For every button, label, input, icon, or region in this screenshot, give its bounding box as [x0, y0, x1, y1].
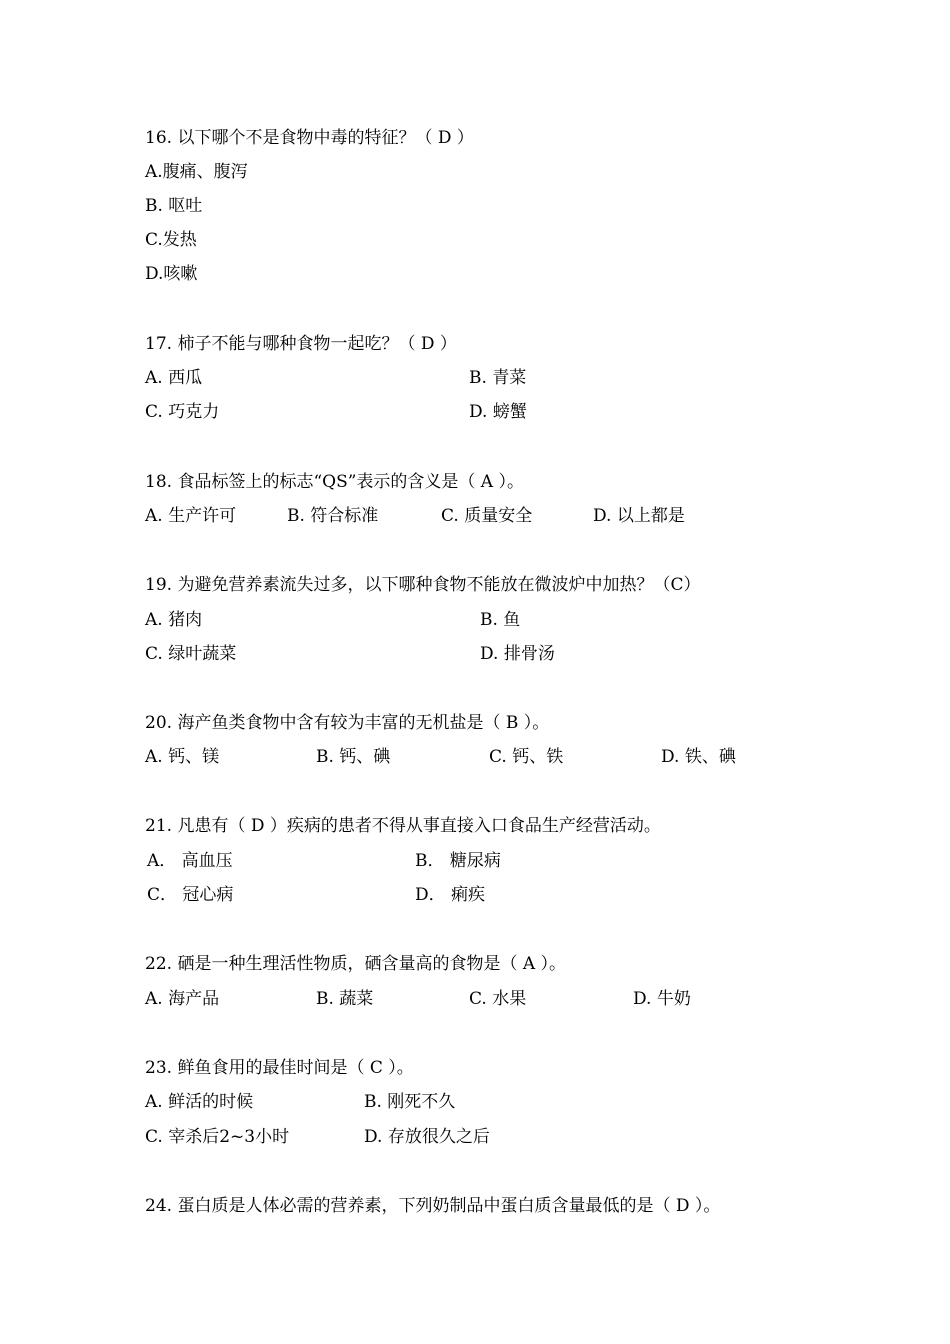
question-22-option-a: A. 海产品 [145, 989, 220, 1009]
question-17-option-a: A. 西瓜 [145, 368, 203, 388]
question-20-option-a: A. 钙、镁 [145, 747, 220, 767]
question-20-option-d: D. 铁、碘 [661, 747, 736, 767]
question-16-stem: 16. 以下哪个不是食物中毒的特征？（ D ） [145, 128, 474, 148]
question-18-option-a: A. 生产许可 [145, 506, 237, 526]
question-19-option-d: D. 排骨汤 [480, 644, 555, 664]
question-17-option-d: D. 螃蟹 [469, 402, 527, 422]
question-19-option-c: C. 绿叶蔬菜 [145, 644, 237, 664]
question-17-option-b: B. 青菜 [469, 368, 527, 388]
question-18-option-c: C. 质量安全 [441, 506, 533, 526]
question-19-option-b: B. 鱼 [480, 610, 521, 630]
question-22-option-b: B. 蔬菜 [316, 989, 374, 1009]
question-16-option-c: C.发热 [145, 230, 197, 250]
question-19-stem: 19. 为避免营养素流失过多，以下哪种食物不能放在微波炉中加热？（C） [145, 575, 701, 595]
question-22-stem: 22. 硒是一种生理活性物质，硒含量高的食物是（ A ）。 [145, 954, 567, 974]
question-18-option-d: D. 以上都是 [593, 506, 685, 526]
question-18-option-b: B. 符合标准 [287, 506, 379, 526]
question-16-option-d: D.咳嗽 [145, 264, 198, 284]
question-21-option-c: C． 冠心病 [147, 885, 234, 905]
question-23-option-d: D. 存放很久之后 [364, 1127, 490, 1147]
question-19-option-a: A. 猪肉 [145, 610, 203, 630]
question-24-stem: 24. 蛋白质是人体必需的营养素，下列奶制品中蛋白质含量最低的是（ D ）。 [145, 1196, 721, 1216]
question-16-option-b: B. 呕吐 [145, 196, 203, 216]
question-16-option-a: A.腹痛、腹泻 [145, 162, 248, 182]
question-20-option-c: C. 钙、铁 [489, 747, 564, 767]
question-22-option-d: D. 牛奶 [633, 989, 691, 1009]
question-18-stem: 18. 食品标签上的标志“QS”表示的含义是（ A ）。 [145, 472, 524, 492]
question-21-option-b: B． 糖尿病 [415, 851, 501, 871]
question-21-option-d: D． 痢疾 [415, 885, 486, 905]
question-20-option-b: B. 钙、碘 [316, 747, 391, 767]
question-23-stem: 23. 鲜鱼食用的最佳时间是（ C ）。 [145, 1058, 414, 1078]
question-23-option-b: B. 刚死不久 [364, 1092, 456, 1112]
question-21-option-a: A． 高血压 [147, 851, 233, 871]
question-17-option-c: C. 巧克力 [145, 402, 220, 422]
question-22-option-c: C. 水果 [469, 989, 527, 1009]
question-21-stem: 21. 凡患有（ D ）疾病的患者不得从事直接入口食品生产经营活动。 [145, 816, 661, 836]
question-20-stem: 20. 海产鱼类食物中含有较为丰富的无机盐是（ B ）。 [145, 713, 550, 733]
question-23-option-a: A. 鲜活的时候 [145, 1092, 254, 1112]
question-17-stem: 17. 柿子不能与哪种食物一起吃？（ D ） [145, 334, 457, 354]
question-23-option-c: C. 宰杀后2~3小时 [145, 1127, 290, 1147]
